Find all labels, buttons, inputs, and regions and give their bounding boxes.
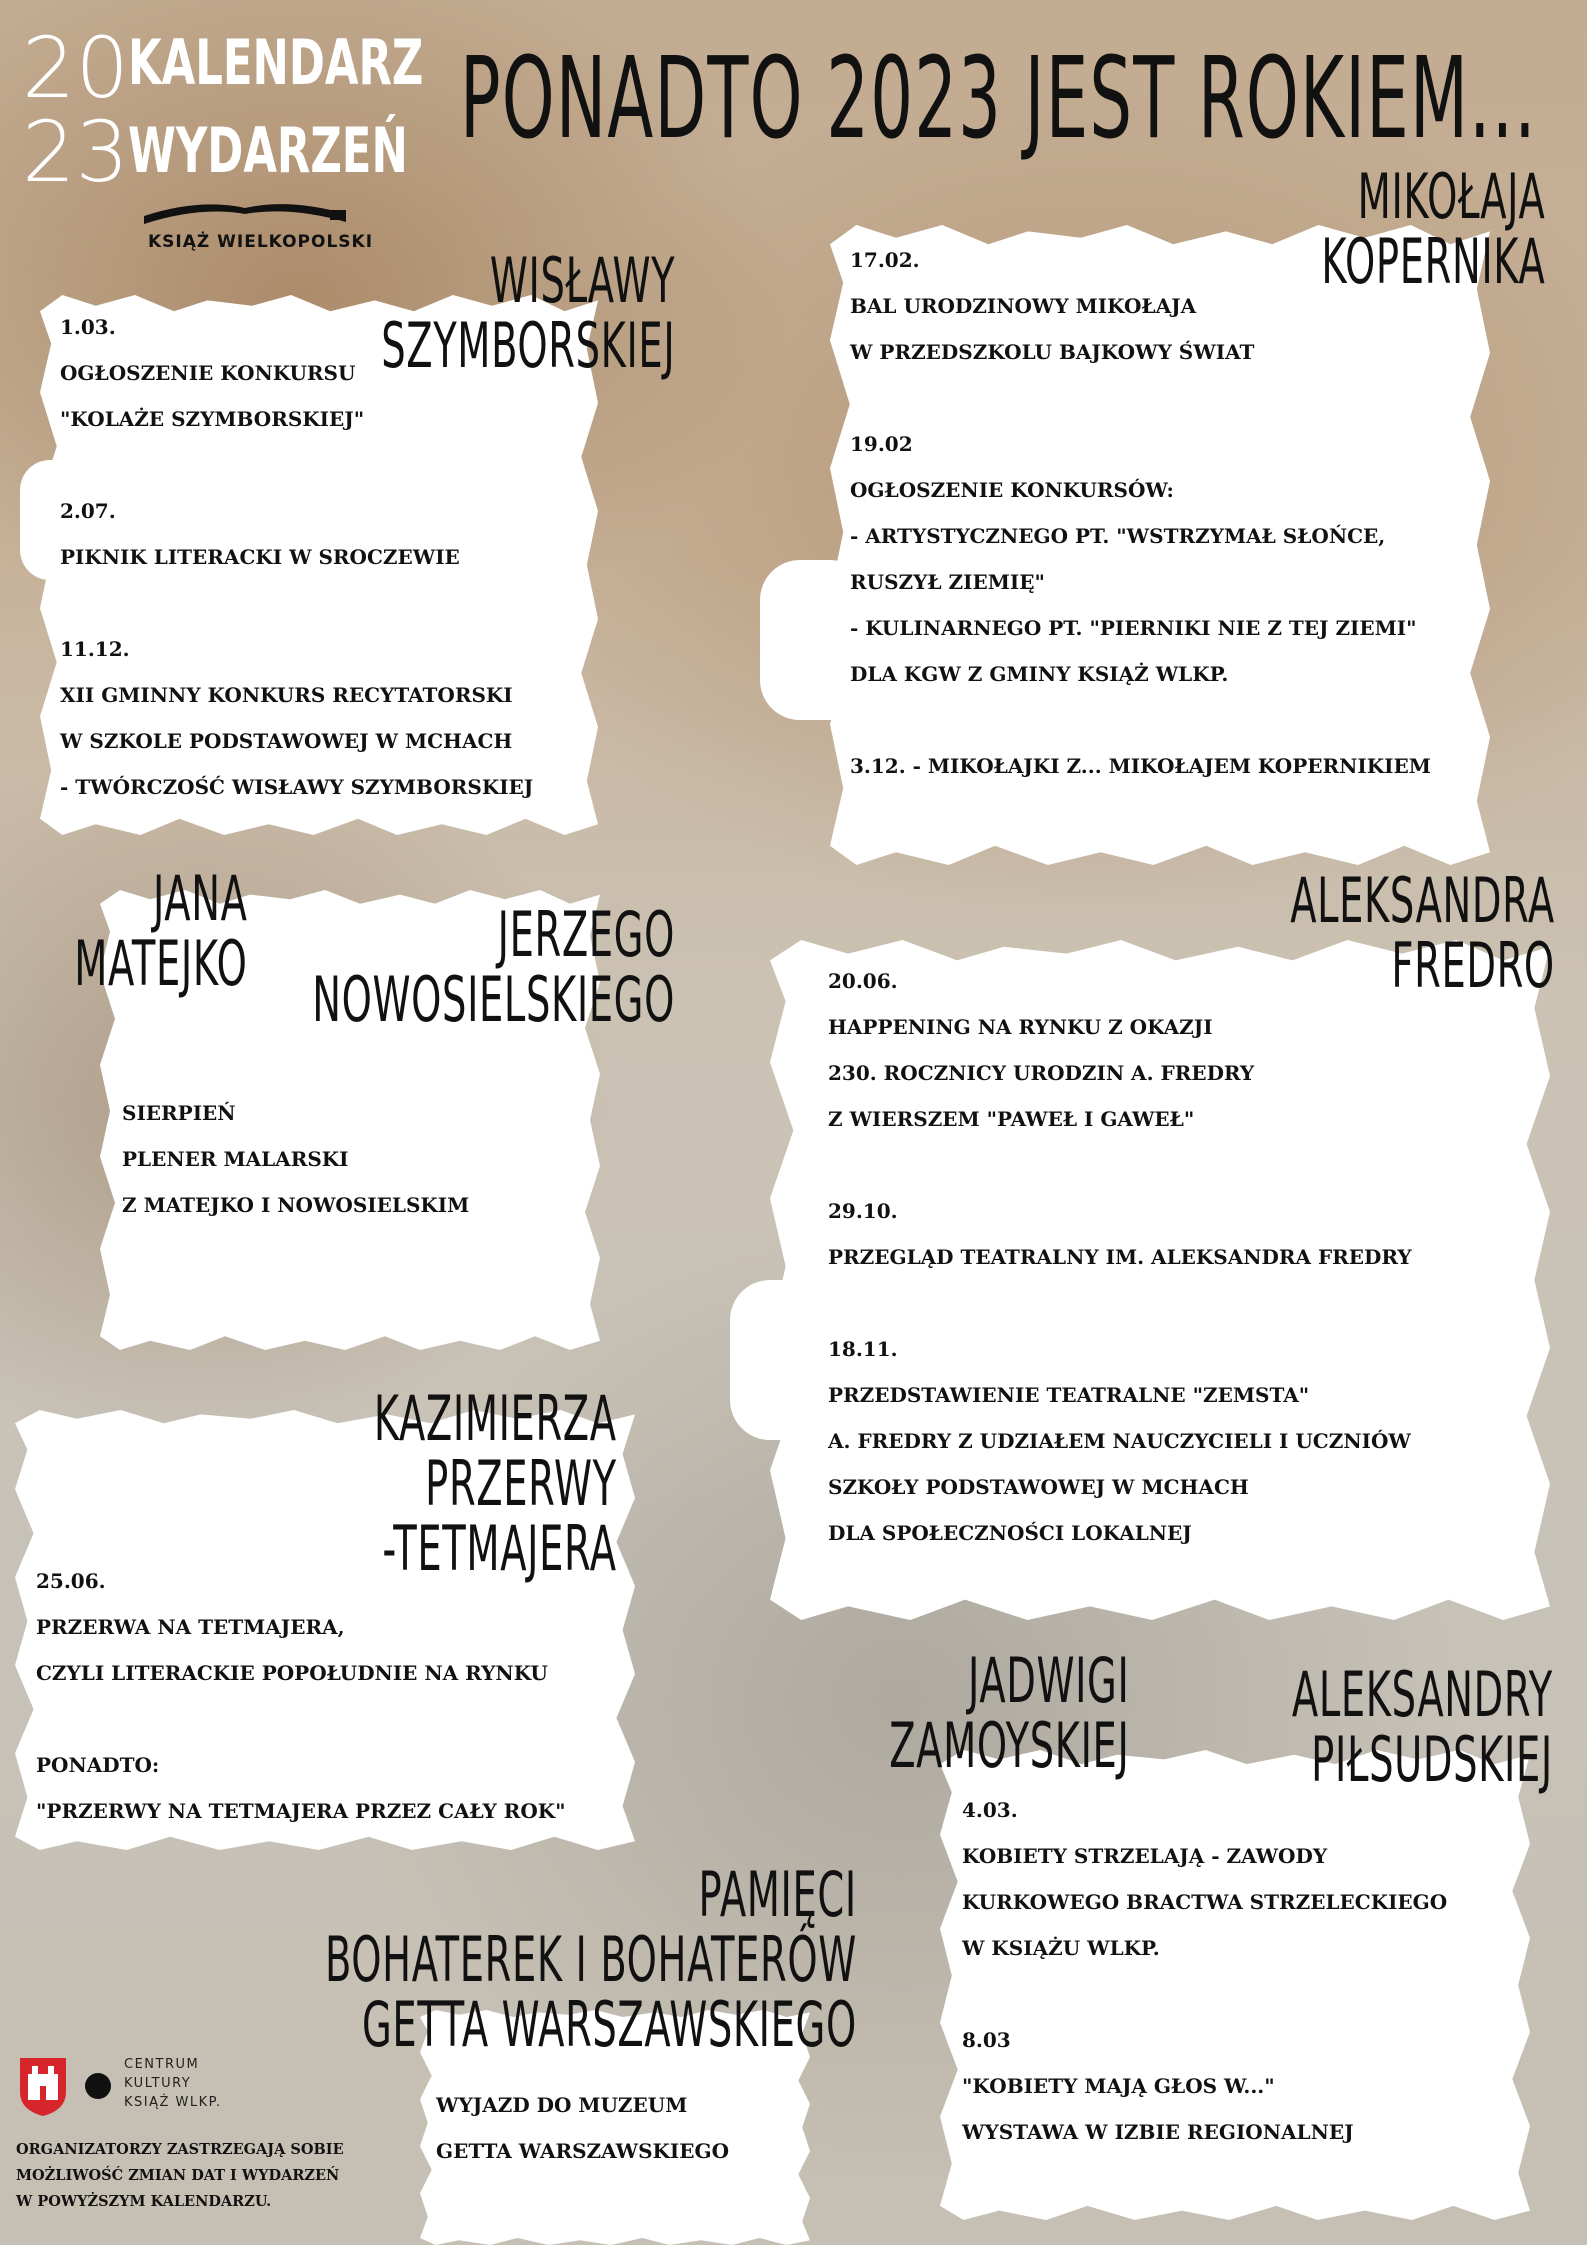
event-line: GETTA WARSZAWSKIEGO	[436, 2139, 730, 2163]
panel-heading: ALEKSANDRA FREDRO	[1290, 864, 1555, 1003]
book-icon	[140, 200, 350, 228]
event-line: 20.06.	[828, 969, 898, 993]
event-line: PRZEDSTAWIENIE TEATRALNE "ZEMSTA"	[828, 1383, 1310, 1407]
logo-title-line2: WYDARZEŃ	[128, 114, 408, 187]
event-line: OGŁOSZENIE KONKURSÓW:	[850, 478, 1174, 502]
event-line: 230. ROCZNICY URODZIN A. FREDRY	[828, 1061, 1255, 1085]
event-line: W KSIĄŻU WLKP.	[962, 1936, 1160, 1960]
event-list	[962, 1787, 1447, 2155]
event-line: PIKNIK LITERACKI W SROCZEWIE	[60, 545, 460, 569]
event-line: Z WIERSZEM "PAWEŁ I GAWEŁ"	[828, 1107, 1195, 1131]
event-line: Z MATEJKO I NOWOSIELSKIM	[122, 1193, 470, 1217]
organizer-name: CENTRUM KULTURY KSIĄŻ WLKP.	[124, 2057, 222, 2110]
event-line: PRZERWA NA TETMAJERA,	[36, 1615, 345, 1639]
event-list	[436, 2082, 729, 2174]
logo-title-line1: KALENDARZ	[128, 26, 424, 99]
event-line: XII GMINNY KONKURS RECYTATORSKI	[60, 683, 513, 707]
event-line: 25.06.	[36, 1569, 106, 1593]
event-line: "KOLAŻE SZYMBORSKIEJ"	[60, 407, 365, 431]
event-line: SZKOŁY PODSTAWOWEJ W MCHACH	[828, 1475, 1249, 1499]
event-line	[962, 1971, 1447, 2017]
event-line	[828, 1142, 1412, 1188]
event-line: PLENER MALARSKI	[122, 1147, 349, 1171]
panel-heading: PAMIĘCI BOHATEREK I BOHATERÓW GETTA WARSZAWSKIEGO	[325, 1858, 857, 2062]
panel-heading-nowosielski: JERZEGO NOWOSIELSKIEGO	[312, 898, 675, 1037]
event-line: 3.12. - MIKOŁAJKI Z... MIKOŁAJEM KOPERNIKIEM	[850, 754, 1431, 778]
event-line: 2.07.	[60, 499, 116, 523]
coat-of-arms-icon	[18, 2056, 68, 2118]
event-list	[60, 304, 533, 810]
event-list	[122, 1090, 469, 1228]
event-line: WYJAZD DO MUZEUM	[436, 2093, 688, 2117]
event-line: PRZEGLĄD TEATRALNY IM. ALEKSANDRA FREDRY	[828, 1245, 1412, 1269]
event-line: "PRZERWY NA TETMAJERA PRZEZ CAŁY ROK"	[36, 1799, 566, 1823]
event-line	[828, 1280, 1412, 1326]
event-line: HAPPENING NA RYNKU Z OKAZJI	[828, 1015, 1213, 1039]
panel-heading-matejko: JANA MATEJKO	[73, 862, 247, 1001]
event-line: BAL URODZINOWY MIKOŁAJA	[850, 294, 1197, 318]
event-line: KURKOWEGO BRACTWA STRZELECKIEGO	[962, 1890, 1448, 1914]
event-line: OGŁOSZENIE KONKURSU	[60, 361, 356, 385]
event-line: 8.03	[962, 2028, 1011, 2052]
event-list	[828, 958, 1412, 1556]
event-line: W SZKOLE PODSTAWOWEJ W MCHACH	[60, 729, 513, 753]
logo-subtitle: KSIĄŻ WIELKOPOLSKI	[148, 232, 374, 252]
event-line: - TWÓRCZOŚĆ WISŁAWY SZYMBORSKIEJ	[60, 775, 534, 799]
event-line: 11.12.	[60, 637, 130, 661]
event-line: 19.02	[850, 432, 913, 456]
event-line: W PRZEDSZKOLU BAJKOWY ŚWIAT	[850, 340, 1255, 364]
panel-heading: KAZIMIERZA PRZERWY -TETMAJERA	[374, 1382, 617, 1586]
event-line: 1.03.	[60, 315, 116, 339]
panel-heading-pilsudska: ALEKSANDRY PIŁSUDSKIEJ	[1292, 1658, 1553, 1797]
event-line: DLA KGW Z GMINY KSIĄŻ WLKP.	[850, 662, 1229, 686]
event-line: - ARTYSTYCZNEGO PT. "WSTRZYMAŁ SŁOŃCE,	[850, 524, 1386, 548]
logo-year-top: 20	[22, 19, 129, 117]
event-line: PONADTO:	[36, 1753, 160, 1777]
event-line: 29.10.	[828, 1199, 898, 1223]
event-line: 4.03.	[962, 1798, 1018, 1822]
event-list	[36, 1558, 566, 1834]
event-line: RUSZYŁ ZIEMIĘ"	[850, 570, 1045, 594]
event-line	[60, 580, 533, 626]
panel-heading-zamoyska: JADWIGI ZAMOYSKIEJ	[888, 1644, 1129, 1783]
event-line	[60, 442, 533, 488]
event-line: SIERPIEŃ	[122, 1101, 236, 1125]
event-line	[850, 697, 1431, 743]
disclaimer: ORGANIZATORZY ZASTRZEGAJĄ SOBIE MOŻLIWOŚĆ ZMIAN DAT I WYDARZEŃ W POWYŻSZYM KALENDARZU.	[16, 2141, 344, 2210]
event-line: DLA SPOŁECZNOŚCI LOKALNEJ	[828, 1521, 1192, 1545]
event-line: "KOBIETY MAJĄ GŁOS W..."	[962, 2074, 1275, 2098]
event-list	[850, 237, 1431, 789]
event-line: KOBIETY STRZELAJĄ - ZAWODY	[962, 1844, 1328, 1868]
logo-year-bottom: 23	[22, 103, 129, 201]
panel-heading: MIKOŁAJA KOPERNIKA	[1320, 160, 1545, 299]
event-line	[850, 375, 1431, 421]
event-line: - KULINARNEGO PT. "PIERNIKI NIE Z TEJ ZIEMI"	[850, 616, 1417, 640]
event-line	[36, 1696, 566, 1742]
panel-heading: WISŁAWY SZYMBORSKIEJ	[380, 244, 675, 383]
page-title: PONADTO 2023 JEST ROKIEM...	[460, 34, 1537, 164]
event-line: A. FREDRY Z UDZIAŁEM NAUCZYCIELI I UCZNIÓW	[828, 1429, 1411, 1453]
event-line: WYSTAWA W IZBIE REGIONALNEJ	[962, 2120, 1354, 2144]
centrum-kultury-logo-icon	[84, 2072, 112, 2100]
event-line: CZYLI LITERACKIE POPOŁUDNIE NA RYNKU	[36, 1661, 548, 1685]
event-line: 17.02.	[850, 248, 920, 272]
event-line: 18.11.	[828, 1337, 898, 1361]
